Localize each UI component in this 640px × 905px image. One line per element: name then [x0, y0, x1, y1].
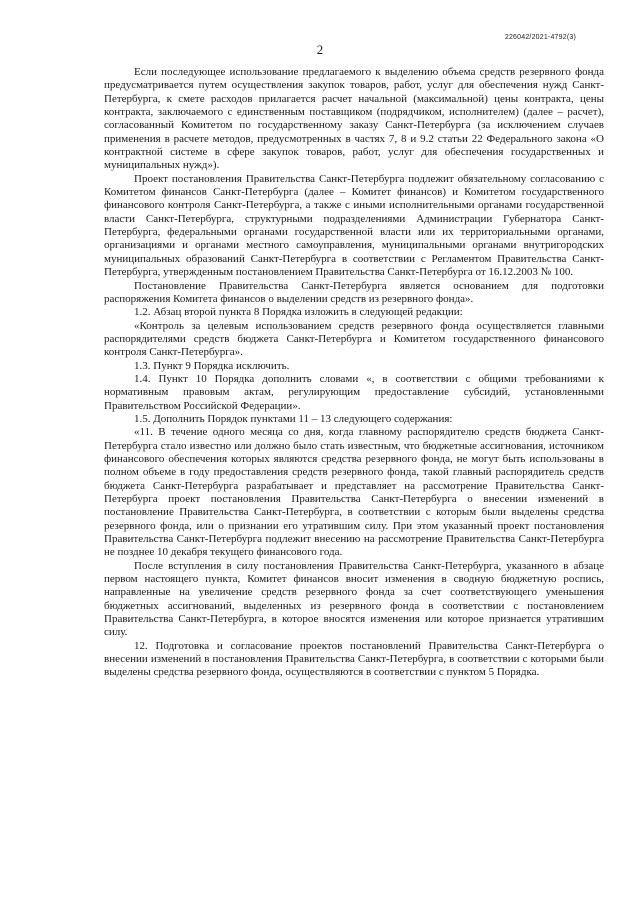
- paragraph-item-1-4: 1.4. Пункт 10 Порядка дополнить словами «, в соответствии с общими требованиями к нормативным правовым актам, регулирующим предоставление субсидий, установленными Правительством Российской Федерации».: [104, 372, 604, 412]
- document-body: [104, 66, 604, 680]
- paragraph-budget-changes: После вступления в силу постановления Правительства Санкт-Петербурга, указанного в абзаце первом настоящего пункта, Комитет финансов вносит изменения в сводную бюджетную роспись, направленные на увеличение средств резервного фонда за счет соответствующего уменьшения бюджетных ассигнований, выделенных из резервного фонда в соответствии с постановлением Правительства Санкт-Петербурга, в которое вносятся изменения или которое признается утратившим силу.: [104, 559, 604, 639]
- paragraph-draft-approval: Проект постановления Правительства Санкт-Петербурга подлежит обязательному согласованию с Комитетом финансов Санкт-Петербурга (далее – Комитет финансов) и Комитетом государственного финансового контроля Санкт-Петербурга, а также с иными исполнительными органами государственной власти Санкт-Петербурга, структурными подразделениями Администрации Губернатора Санкт-Петербурга, федеральными органами государственной власти или их территориальными органами, организациями и органами местного самоуправления, муниципальными органами внутригородских муниципальных образований Санкт-Петербурга в соответствии с Регламентом Правительства Санкт-Петербурга, утвержденным постановлением Правительства Санкт-Петербурга от 16.12.2003 № 100.: [104, 172, 604, 279]
- paragraph-estimate-calculation: Если последующее использование предлагаемого к выделению объема средств резервного фонда предусматривается путем осуществления закупок товаров, работ, услуг для обеспечения нужд Санкт-Петербурга, к смете расходов прилагается расчет начальной (максимальной) цены контракта, цены контракта, заключаемого с единственным поставщиком (подрядчиком, исполнителем) (далее – расчет), согласованный Комитетом по государственному заказу Санкт-Петербурга (за исключением случаев применения в расчете методов, предусмотренных в частях 7, 8 и 9.2 статьи 22 Федерального закона «О контрактной системе в сфере закупок товаров, работ, услуг для обеспечения государственных и муниципальных нужд»).: [104, 66, 604, 172]
- paragraph-item-1-5: 1.5. Дополнить Порядок пунктами 11 – 13 следующего содержания:: [134, 412, 453, 425]
- paragraph-item-1-3: 1.3. Пункт 9 Порядка исключить.: [134, 359, 290, 372]
- paragraph-resolution-basis: Постановление Правительства Санкт-Петербурга является основанием для подготовки распоряжения Комитета финансов о выделении средств из резервного фонда».: [104, 279, 604, 305]
- document-id: 226042/2021-4792(3): [504, 34, 576, 41]
- paragraph-item-12: 12. Подготовка и согласование проектов постановлений Правительства Санкт-Петербурга о внесении изменений в постановления Правительства Санкт-Петербурга, в соответствии с которыми были выделены средства резервного фонда, осуществляются в соответствии с пунктом 5 Порядка.: [104, 639, 604, 679]
- paragraph-item-11: «11. В течение одного месяца со дня, когда главному распорядителю средств бюджета Санкт-Петербурга стало известно или должно было стать известным, что бюджетные ассигнования, источником финансового обеспечения которых являются средства резервного фонда, не могут быть использованы в полном объеме в году предоставления средств резервного фонда, такой главный распорядитель средств бюджета Санкт-Петербурга разрабатывает и представляет на рассмотрение Правительства Санкт-Петербурга проект постановления Правительства Санкт-Петербурга о внесении изменений в постановление Правительства Санкт-Петербурга, в соответствии с которым были выделены средства резервного фонда, или о признании его утратившим силу. При этом указанный проект постановления Правительства Санкт-Петербурга подлежит внесению на рассмотрение Правительства Санкт-Петербурга не позднее 10 декабря текущего финансового года.: [104, 426, 604, 559]
- page-number: 2: [316, 42, 324, 57]
- paragraph-control-clause: «Контроль за целевым использованием средств резервного фонда осуществляется главными распорядителями средств бюджета Санкт-Петербурга и Комитетом государственного финансового контроля Санкт-Петербурга».: [104, 319, 604, 359]
- paragraph-item-1-2: 1.2. Абзац второй пункта 8 Порядка изложить в следующей редакции:: [134, 306, 463, 319]
